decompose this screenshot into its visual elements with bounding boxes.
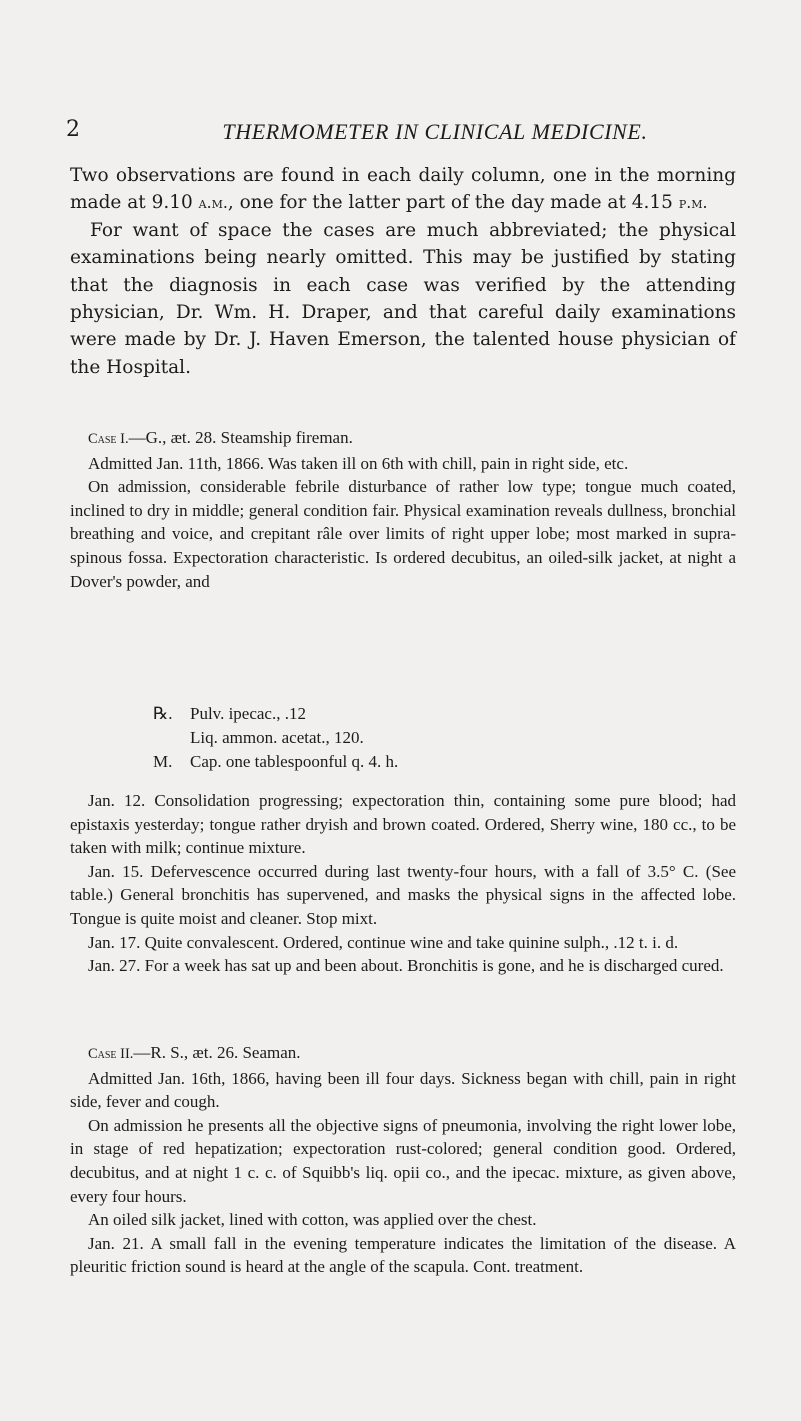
case-note: Jan. 21. A small fall in the evening temperature indicates the limitation of the disease. A pleuritic friction sound is heard at the angle of the scapula. Cont. treatment. <box>70 1233 736 1277</box>
case-note: Jan. 12. Consolidation progressing; expectoration thin, containing some pure blood; had epistaxis yesterday; tongue rather dryish and brown coated. Ordered, Sherry wine, 180 cc., to be taken with milk; continue mixture. <box>70 791 736 858</box>
running-title: THERMOMETER IN CLINICAL MEDICINE. <box>222 119 648 144</box>
case-1 <box>70 426 736 593</box>
prescription-label <box>153 726 190 750</box>
running-head <box>0 117 801 143</box>
time-am: a.m. <box>198 193 228 213</box>
prescription-line <box>153 702 713 726</box>
prescription-text: Cap. one tablespoonful q. 4. h. <box>190 752 399 771</box>
case-note: Jan. 27. For a week has sat up and been about. Bronchitis is gone, and he is discharged cured. <box>88 956 724 976</box>
intro-paragraph-2: For want of space the cases are much abbreviated; the physical examinations being nearly omitted. This may be justified by stating that the diagnosis in each case was verified by the attending physician, Dr. Wm. H. Draper, and that careful daily examinations were made by Dr. J. Haven Emerson, the talented house physician of the Hospital. <box>70 219 736 378</box>
case-1-admitted: Admitted Jan. 11th, 1866. Was taken ill on 6th with chill, pain in right side, etc. <box>88 453 629 473</box>
prescription-label: M. <box>153 752 173 771</box>
case-2-heading <box>70 1041 736 1067</box>
case-summary: —R. S., æt. 26. Seaman. <box>133 1043 301 1062</box>
prescription-label: ℞. <box>153 704 173 723</box>
prescription-line <box>153 726 713 750</box>
prescription-text: Pulv. ipecac., .12 <box>190 704 306 723</box>
case-note: Jan. 17. Quite convalescent. Ordered, continue wine and take quinine sulph., .12 t. i. d. <box>88 932 679 952</box>
case-summary: —G., æt. 28. Steamship fireman. <box>128 428 353 447</box>
intro-text <box>70 162 736 381</box>
intro-text-part: Two observations are found in each daily column, one in the morning made at 9.10 <box>70 165 736 214</box>
case-note: An oiled silk jacket, lined with cotton, was applied over the chest. <box>88 1210 537 1230</box>
prescription-text: Liq. ammon. acetat., 120. <box>190 728 364 747</box>
case-1-heading <box>70 426 736 452</box>
case-2 <box>70 1041 736 1279</box>
time-pm: p.m. <box>678 193 708 213</box>
prescription <box>153 702 713 774</box>
intro-paragraph-1 <box>70 162 736 217</box>
case-1-notes <box>70 789 736 978</box>
case-note: On admission he presents all the objective signs of pneumonia, involving the right lower lobe, in stage of red hepatization; expectoration rust-colored; general condition good. Ordered, decubitus, and at night 1 c. c. of Squibb's liq. opii co., and the ipecac. mixture, as given above, every four hours. <box>70 1115 736 1206</box>
case-label: Case I. <box>88 431 129 447</box>
prescription-line <box>153 750 713 774</box>
case-note: Admitted Jan. 16th, 1866, having been ill four days. Sickness began with chill, pain in right side, fever and cough. <box>70 1068 736 1112</box>
case-note: Jan. 15. Defervescence occurred during last twenty-four hours, with a fall of 3.5° C. (See table.) General bronchitis has supervened, and masks the physical signs in the affected lobe. Tongue is quite moist and cleaner. Stop mixt. <box>70 861 736 928</box>
intro-text-part: , one for the latter part of the day made at 4.15 <box>227 192 679 214</box>
case-label: Case II. <box>88 1046 134 1062</box>
case-1-admission: On admission, considerable febrile disturbance of rather low type; tongue much coated, inclined to dry in middle; general condition fair. Physical examination reveals dullness, bronchial breathing and voice, and crepitant râle over limits of right upper lobe; most marked in supra-spinous fossa. Expectoration characteristic. Is ordered decubitus, an oiled-silk jacket, at night a Dover's powder, and <box>70 477 736 591</box>
page-number: 2 <box>66 117 80 142</box>
